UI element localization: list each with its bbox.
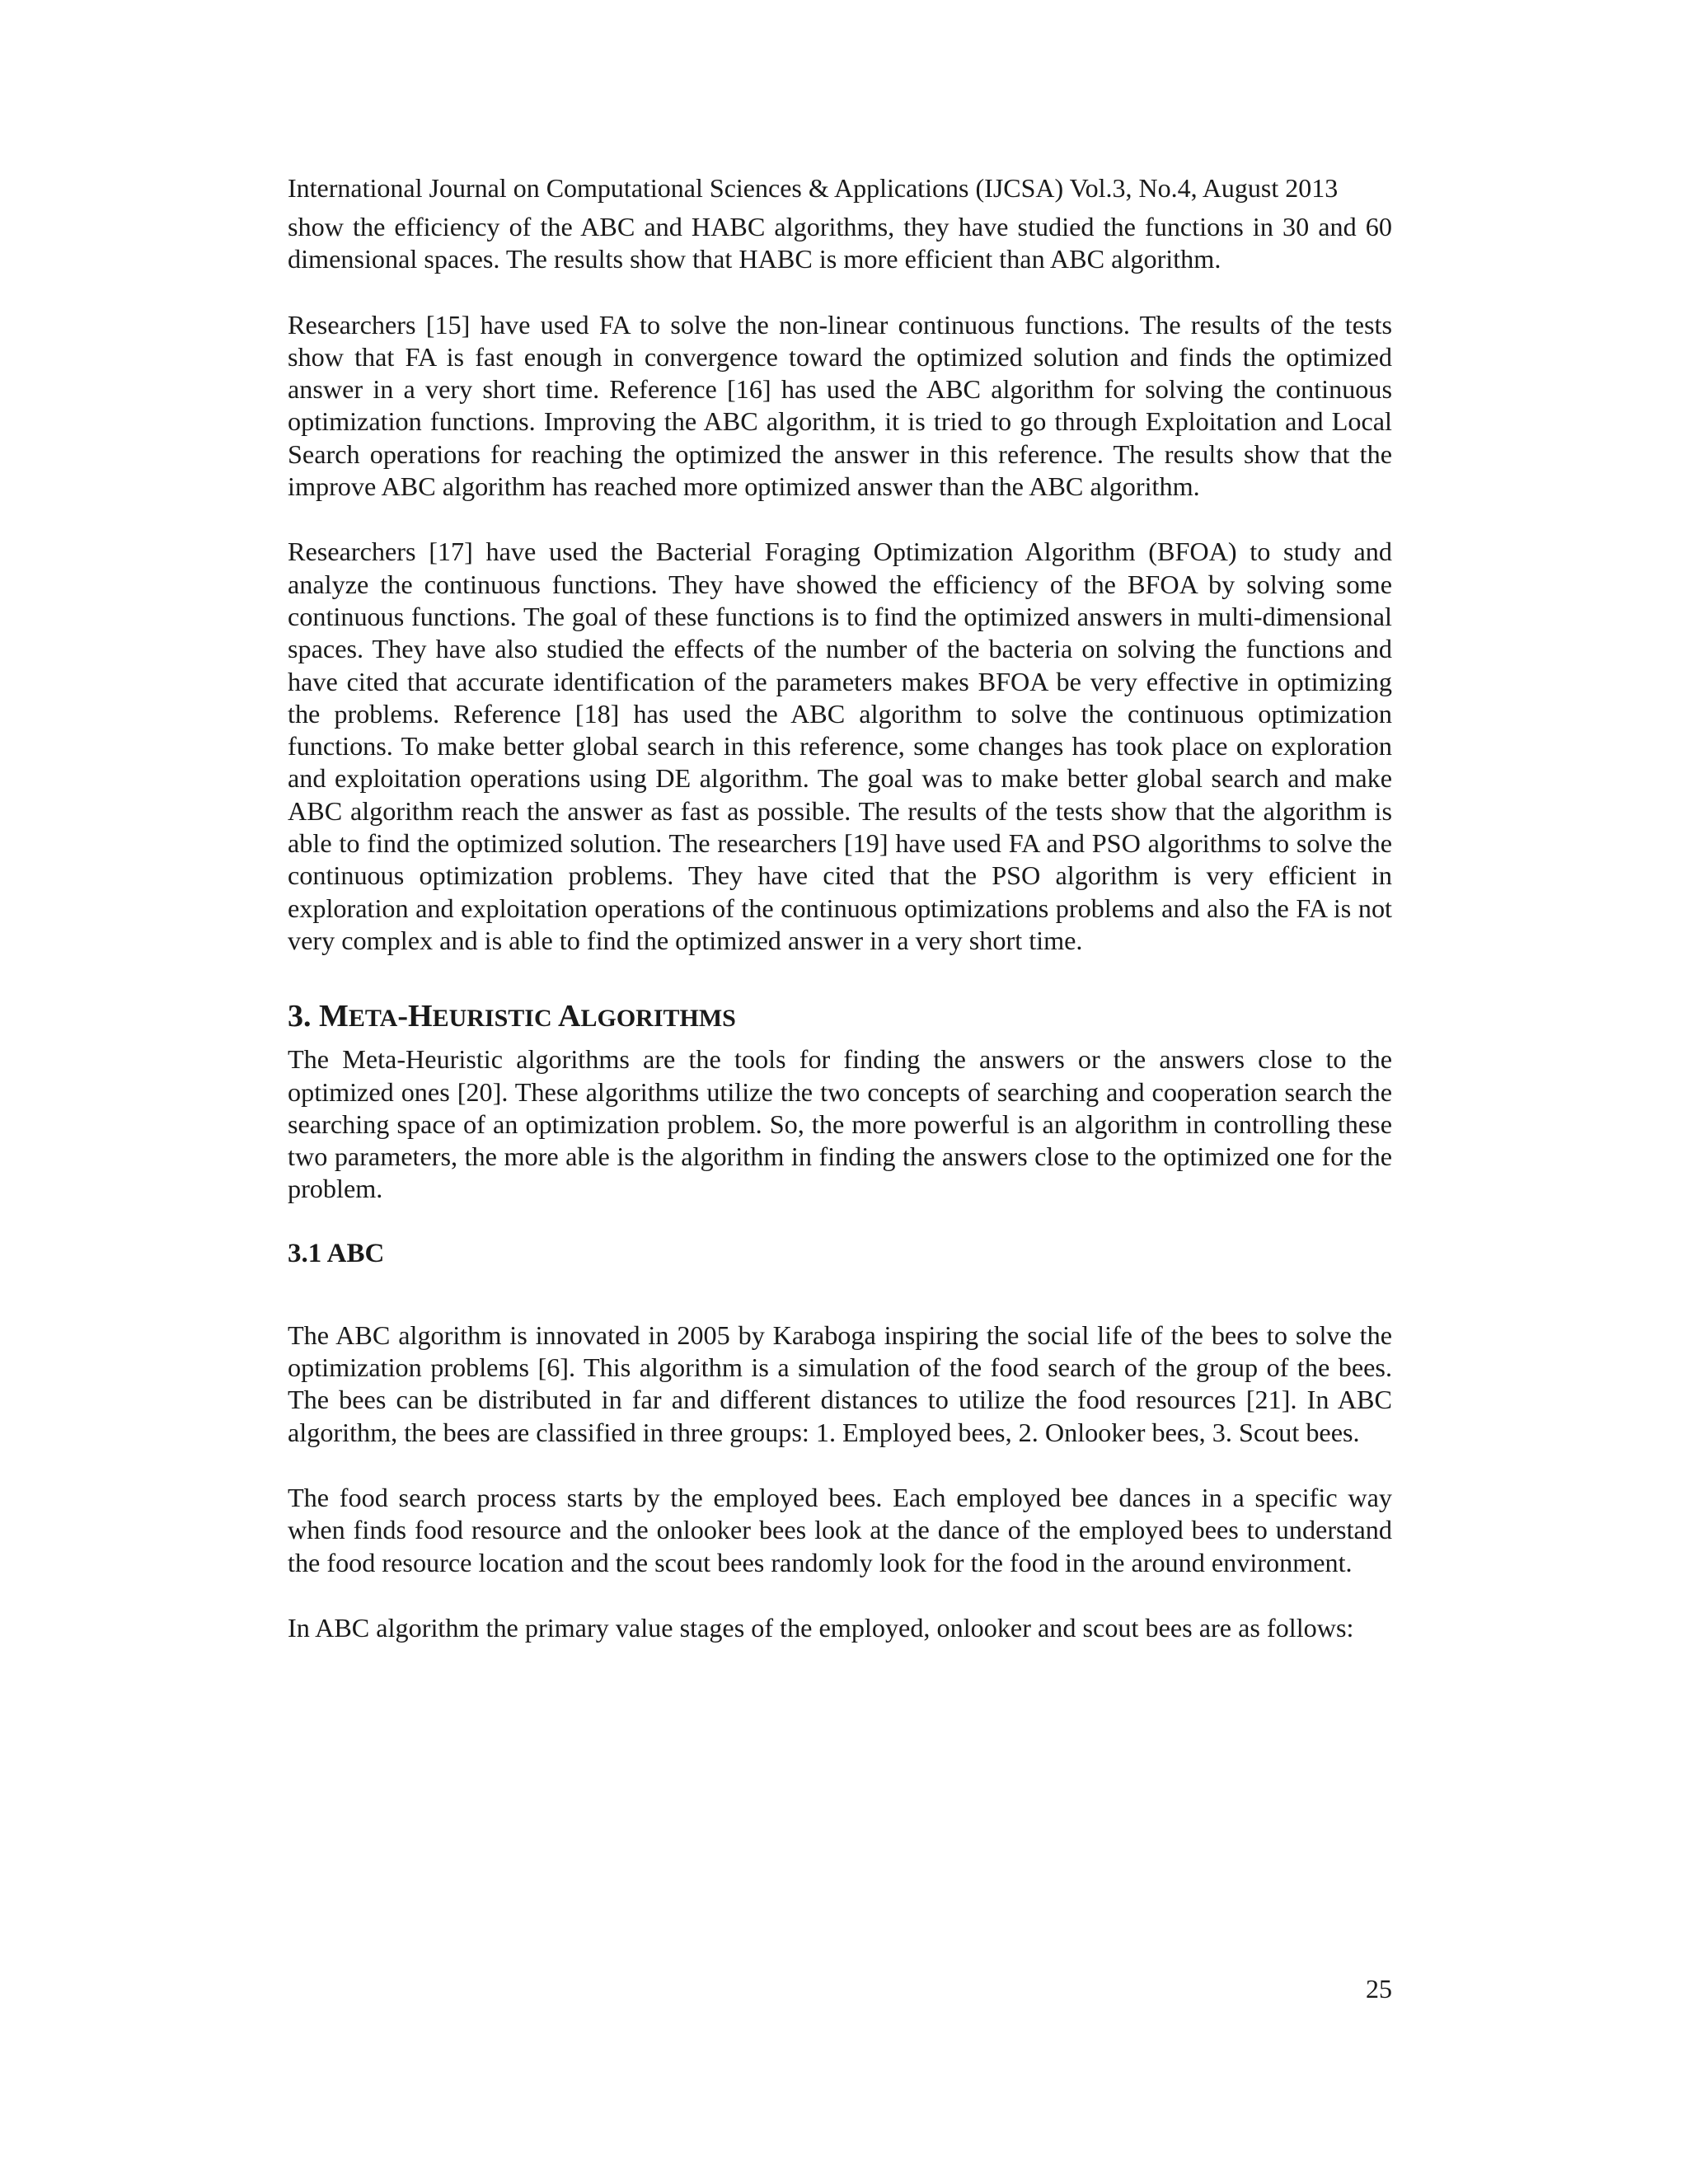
journal-header: International Journal on Computational Sciences & Applications (IJCSA) Vol.3, No.4, August 2013	[288, 173, 1339, 203]
paragraph-intro-1: show the efficiency of the ABC and HABC algorithms, they have studied the functions in 30 and 60 dimensional spaces. The results show that HABC is more efficient than ABC algorithm.	[288, 212, 1392, 274]
paragraph-abc-3: In ABC algorithm the primary value stages of the employed, onlooker and scout bees are as follows:	[288, 1612, 1354, 1643]
page-content	[288, 171, 1392, 1644]
paragraph-abc-1: The ABC algorithm is innovated in 2005 by Karaboga inspiring the social life of the bees to solve the optimization problems [6]. This algorithm is a simulation of the food search of the group of the bees. The bees can be distributed in far and different distances to utilize the food resources [21]. In ABC algorithm, the bees are classified in three groups: 1. Employed bees, 2. Onlooker bees, 3. Scout bees.	[288, 1319, 1392, 1447]
subsection-heading-3-1: 3.1 ABC	[288, 1238, 385, 1268]
paragraph-intro-2: Researchers [15] have used FA to solve the non-linear continuous functions. The results of the tests show that FA is fast enough in convergence toward the optimized solution and finds the optimized answer in a very short time. Reference [16] has used the ABC algorithm for solving the continuous optimization functions. Improving the ABC algorithm, it is tried to go through Exploitation and Local Search operations for reaching the optimized the answer in this reference. The results show that the improve ABC algorithm has reached more optimized answer than the ABC algorithm.	[288, 309, 1392, 502]
section-number: 3.	[288, 999, 319, 1034]
section-heading-3: 3. META-HEURISTIC ALGORITHMS	[288, 999, 736, 1034]
paragraph-abc-2: The food search process starts by the employed bees. Each employed bee dances in a specific way when finds food resource and the onlooker bees look at the dance of the employed bees to understand the food resource location and the scout bees randomly look for the food in the around environment.	[288, 1482, 1392, 1577]
page-number: 25	[1366, 1974, 1392, 2004]
paragraph-section-3: The Meta-Heuristic algorithms are the tools for finding the answers or the answers close to the optimized ones [20]. These algorithms utilize the two concepts of searching and cooperation search the searching space of an optimization problem. So, the more powerful is an algorithm in controlling these two parameters, the more able is the algorithm in finding the answers close to the optimized one for the problem.	[288, 1044, 1392, 1204]
paragraph-intro-3: Researchers [17] have used the Bacterial Foraging Optimization Algorithm (BFOA) to study and analyze the continuous functions. They have showed the efficiency of the BFOA by solving some continuous functions. The goal of these functions is to find the optimized answers in multi-dimensional spaces. They have also studied the effects of the number of the bacteria on solving the functions and have cited that accurate identification of the parameters makes BFOA be very effective in optimizing the problems. Reference [18] has used the ABC algorithm to solve the continuous optimization functions. To make better global search in this reference, some changes has took place on exploration and exploitation operations using DE algorithm. The goal was to make better global search and make ABC algorithm reach the answer as fast as possible. The results of the tests show that the algorithm is able to find the optimized solution. The researchers [19] have used FA and PSO algorithms to solve the continuous optimization problems. They have cited that the PSO algorithm is very efficient in exploration and exploitation operations of the continuous optimizations problems and also the FA is not very complex and is able to find the optimized answer in a very short time.	[288, 537, 1392, 955]
